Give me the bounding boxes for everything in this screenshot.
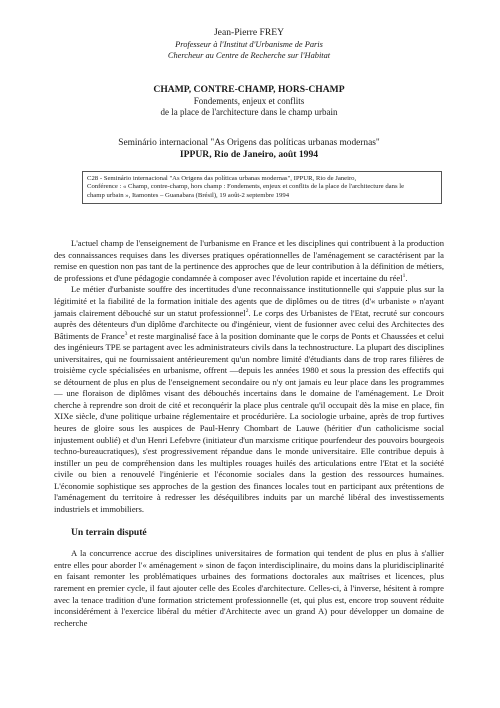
author-name: Jean-Pierre FREY	[213, 27, 285, 38]
paragraph-text: et reste marginalisé face à la position dominante que le corps de Ponts et Chaussées et celui des ingénieurs TPE se partagent avec les administrateurs civils dans la technostructure. La plupart des disciplines universitaires, qui ne fournissaient antérieurement qu'un nombre limité d'étudiants dans de trop rares filières de troisième cycle spécialisées en urbanisme, offrent —depuis les années 1980 et sous la pression des effectifs qui se détournent de plus en plus de l'enseignement secondaire ou n'y ont jamais eu leur place dans les programmes— une floraison de diplômes visant des débouchés incertains dans le domaine de l'aménagement. Le Droit cherche à reprendre son droit de cité et reconquérir la place plus centrale qu'il occupait dès la mise en place, fin XIXe siècle, d'une politique urbaine réglementaire et procédurière. La sociologie urbaine, après de trop furtives heures de gloire sous les auspices de Paul-Henry Chombart de Lauwe (héritier d'un catholicisme social injustement oublié) et d'un Henri Lefebvre (initiateur d'un marxisme critique pourfendeur des pouvoirs bourgeois techno-bureaucratiques), s'est progressivement répandue dans le monde universitaire. Elle contribue depuis à instiller un peu de compréhension dans les multiples rouages huilés des articulations entre l'Etat et la société civile ou bien a renouvelé l'ingénierie et l'économie sociales dans la gestion des ressources humaines. L'économie sophistique ses approches de la gestion des finances locales tout en participant aux prétentions de l'aménagement du territoire à redresser les déséquilibres induits par un marché libéral des investissements industriels et immobiliers.	[54, 330, 444, 514]
reference-line: Conférence : « Champ, contre-champ, hors champ : Fondements, enjeux et conflits de la place de l'architecture dans le	[87, 183, 405, 191]
reference-box	[82, 171, 442, 204]
document-subtitle: Fondements, enjeux et conflits	[193, 96, 305, 106]
footnote-marker[interactable]: 2	[245, 307, 249, 314]
paragraph-text: .	[405, 272, 408, 283]
paragraph-text: . Le corps des Urbanistes de l'Etat, recruté sur concours auprès des détenteurs d'un diplôme d'architecte ou d'ingénieur, vient de fusionner avec celui des Architectes des Bâtiments de France	[54, 307, 444, 341]
paragraph-text: Le métier d'urbaniste souffre des incertitudes d'une reconnaissance institutionnelle qui s'appuie plus sur la légitimité et la fiabilité de la formation initiale des agents que de diplômes ou de titres (d'« urbaniste » n'ayant jamais clairement débouché sur un statut professionnel	[54, 284, 444, 318]
footnote-marker[interactable]: 1	[402, 273, 406, 279]
document-subtitle: de la place de l'architecture dans le champ urbain	[160, 107, 338, 117]
footnote-marker[interactable]: 3	[124, 330, 128, 337]
paragraph	[54, 238, 444, 284]
paragraph	[54, 284, 444, 515]
seminar-name: Seminário internacional "As Origens das políticas urbanas modernas"	[118, 138, 380, 148]
affiliation-line: Professeur à l'Institut d'Urbanisme de Paris	[175, 40, 323, 49]
document-title: CHAMP, CONTRE-CHAMP, HORS-CHAMP	[153, 84, 345, 95]
reference-line: champ urbain », Itamontes – Guanabara (Brésil), 19 août-2 septembre 1994	[87, 191, 290, 199]
reference-line: C28 - Seminário internacional "As Origens das políticas urbanas modernas", IPPUR, Rio de Janeiro,	[87, 175, 357, 182]
body-text	[54, 238, 444, 629]
event-block	[54, 137, 444, 161]
paragraph	[54, 548, 444, 629]
title-block	[54, 84, 444, 118]
event-place-date: IPPUR, Rio de Janeiro, août 1994	[179, 149, 319, 160]
paragraph-text: A la concurrence accrue des disciplines universitaires de formation qui tendent de plus en plus à s'allier entre elles pour aborder l'« aménagement » sinon de façon interdisciplinaire, du moins dans la pluridisciplinarité en faisant remonter les problématiques urbaines des formations doctorales aux maîtrises et licences, plus rarement en premier cycle, il faut ajouter celle des Ecoles d'architecture. Celles-ci, à l'inverse, hésitent à rompre avec la tenace tradition d'une formation strictement professionnelle (et, qui plus est, encore trop souvent réduite inconsidérément à l'exercice libéral du métier d'Architecte avec un grand A) pour développer un domaine de recherche	[54, 548, 444, 628]
header-block	[54, 0, 444, 61]
section-heading: Un terrain disputé	[71, 527, 147, 539]
affiliation-line: Chercheur au Centre de Recherche sur l'Habitat	[167, 51, 331, 60]
paragraph-text: L'actuel champ de l'enseignement de l'urbanisme en France et les disciplines qui contribuent à la production des connaissances requises dans les diverses pratiques opérationnelles de l'aménagement se caractérisent par la remise en question non pas tant de la pertinence des approches que de leur contribution à la définition de métiers, de professions et d'une pédagogie condamnée à composer avec l'évolution rapide et incertaine du réel	[54, 238, 444, 283]
